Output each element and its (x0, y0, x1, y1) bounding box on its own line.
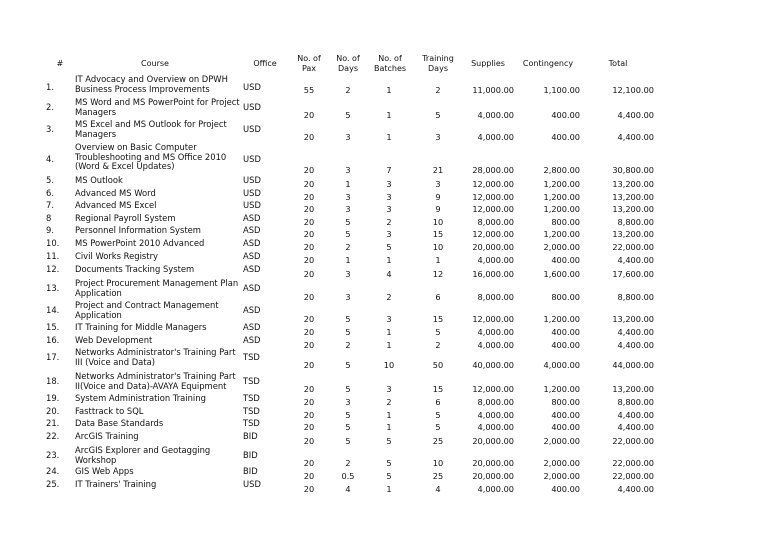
cell-contingency: 1,200.00 (543, 179, 580, 189)
cell-pax: 55 (303, 85, 315, 95)
cell-training-days: 15 (432, 229, 444, 239)
cell-batches: 3 (386, 204, 392, 214)
cell-office: TSD (243, 406, 260, 416)
cell-supplies: 20,000.00 (472, 458, 514, 468)
cell-supplies: 8,000.00 (477, 292, 514, 302)
cell-num: 20. (46, 406, 60, 416)
cell-days: 1 (345, 255, 351, 265)
cell-total: 22,000.00 (612, 242, 654, 252)
cell-contingency: 800.00 (551, 217, 580, 227)
cell-pax: 20 (303, 242, 315, 252)
cell-num: 6. (46, 188, 54, 198)
cell-pax: 20 (303, 384, 315, 394)
cell-office: BID (243, 449, 258, 460)
cell-course: Data Base Standards (75, 418, 164, 428)
header-course: Course (141, 59, 169, 68)
header-contingency: Contingency (522, 59, 574, 68)
cell-course: IT Advocacy and Overview on DPWH Business Process Improvements (75, 74, 228, 94)
cell-days: 5 (345, 229, 351, 239)
cell-days: 5 (345, 314, 351, 324)
cell-total: 17,600.00 (612, 269, 654, 279)
cell-contingency: 400.00 (551, 327, 580, 337)
cell-supplies: 8,000.00 (477, 217, 514, 227)
cell-pax: 20 (303, 436, 315, 446)
cell-course: Advanced MS Excel (75, 200, 157, 210)
cell-training-days: 10 (432, 458, 444, 468)
cell-office: ASD (243, 304, 261, 315)
cell-total: 8,800.00 (617, 217, 654, 227)
cell-training-days: 5 (435, 327, 441, 337)
cell-supplies: 12,000.00 (472, 179, 514, 189)
cell-office: ASD (243, 322, 261, 332)
cell-days: 1 (345, 179, 351, 189)
cell-num: 24. (46, 466, 60, 476)
cell-supplies: 28,000.00 (472, 165, 514, 175)
cell-office: USD (243, 154, 261, 165)
cell-batches: 5 (386, 242, 392, 252)
cell-pax: 20 (303, 229, 315, 239)
cell-batches: 1 (386, 85, 392, 95)
cell-course: System Administration Training (75, 393, 206, 403)
cell-training-days: 9 (435, 192, 441, 202)
cell-contingency: 2,800.00 (543, 165, 580, 175)
cell-total: 4,400.00 (617, 255, 654, 265)
cell-days: 3 (345, 165, 351, 175)
cell-total: 8,800.00 (617, 397, 654, 407)
header-pax: No. of Pax (297, 54, 321, 73)
cell-course: Networks Administrator's Training Part II(Voice and Data)-AVAYA Equipment (75, 371, 236, 391)
cell-training-days: 50 (432, 360, 444, 370)
cell-training-days: 5 (435, 422, 441, 432)
cell-training-days: 12 (432, 269, 444, 279)
cell-batches: 5 (386, 436, 392, 446)
cell-course: ArcGIS Explorer and Geotagging Workshop (75, 445, 211, 465)
cell-supplies: 8,000.00 (477, 397, 514, 407)
cell-course: IT Training for Middle Managers (75, 322, 207, 332)
cell-num: 23. (46, 449, 60, 460)
cell-num: 11. (46, 251, 60, 261)
cell-num: 21. (46, 418, 60, 428)
cell-training-days: 2 (435, 85, 441, 95)
cell-days: 5 (345, 410, 351, 420)
cell-total: 22,000.00 (612, 458, 654, 468)
cell-num: 7. (46, 200, 54, 210)
cell-pax: 20 (303, 360, 315, 370)
cell-office: USD (243, 175, 261, 185)
cell-training-days: 25 (432, 436, 444, 446)
cell-contingency: 1,200.00 (543, 204, 580, 214)
cell-num: 22. (46, 431, 60, 441)
cell-num: 25. (46, 479, 60, 489)
cell-training-days: 4 (435, 484, 441, 494)
cell-total: 13,200.00 (612, 204, 654, 214)
cell-num: 13. (46, 282, 60, 293)
cell-days: 5 (345, 384, 351, 394)
cell-total: 22,000.00 (612, 471, 654, 481)
cell-total: 4,400.00 (617, 132, 654, 142)
cell-contingency: 400.00 (551, 484, 580, 494)
cell-office: TSD (243, 351, 260, 362)
cell-training-days: 2 (435, 340, 441, 350)
cell-total: 13,200.00 (612, 179, 654, 189)
cell-days: 3 (345, 204, 351, 214)
cell-batches: 2 (386, 397, 392, 407)
cell-supplies: 20,000.00 (472, 242, 514, 252)
cell-num: 5. (46, 175, 54, 185)
cell-course: Fasttrack to SQL (75, 406, 144, 416)
cell-days: 2 (345, 340, 351, 350)
cell-training-days: 9 (435, 204, 441, 214)
cell-course: MS Excel and MS Outlook for Project Managers (75, 119, 227, 139)
cell-course: Overview on Basic Computer Troubleshooting and MS Office 2010 (Word & Excel Updates) (75, 142, 227, 172)
cell-batches: 1 (386, 410, 392, 420)
cell-supplies: 4,000.00 (477, 410, 514, 420)
cell-contingency: 400.00 (551, 340, 580, 350)
cell-days: 3 (345, 192, 351, 202)
cell-batches: 5 (386, 471, 392, 481)
cell-office: ASD (243, 282, 261, 293)
cell-pax: 20 (303, 422, 315, 432)
cell-office: ASD (243, 264, 261, 274)
cell-course: Project and Contract Management Application (75, 300, 219, 320)
cell-contingency: 1,600.00 (543, 269, 580, 279)
cell-num: 10. (46, 238, 60, 248)
cell-contingency: 400.00 (551, 132, 580, 142)
cell-pax: 20 (303, 397, 315, 407)
cell-days: 2 (345, 458, 351, 468)
cell-training-days: 6 (435, 397, 441, 407)
cell-total: 30,800.00 (612, 165, 654, 175)
cell-supplies: 12,000.00 (472, 204, 514, 214)
cell-course: MS PowerPoint 2010 Advanced (75, 238, 205, 248)
cell-contingency: 2,000.00 (543, 471, 580, 481)
cell-contingency: 1,100.00 (543, 85, 580, 95)
cell-contingency: 400.00 (551, 110, 580, 120)
cell-contingency: 800.00 (551, 292, 580, 302)
cell-supplies: 4,000.00 (477, 422, 514, 432)
cell-days: 4 (345, 484, 351, 494)
cell-office: ASD (243, 213, 261, 223)
header-training-days: Training Days (422, 54, 454, 73)
cell-contingency: 4,000.00 (543, 360, 580, 370)
cell-training-days: 10 (432, 217, 444, 227)
cell-training-days: 15 (432, 314, 444, 324)
cell-total: 13,200.00 (612, 229, 654, 239)
cell-pax: 20 (303, 484, 315, 494)
cell-training-days: 15 (432, 384, 444, 394)
header-days: No. of Days (336, 54, 360, 73)
cell-course: Project Procurement Management Plan Application (75, 278, 239, 298)
cell-batches: 2 (386, 217, 392, 227)
cell-total: 44,000.00 (612, 360, 654, 370)
cell-total: 22,000.00 (612, 436, 654, 446)
cell-pax: 20 (303, 132, 315, 142)
cell-pax: 20 (303, 192, 315, 202)
cell-num: 12. (46, 264, 60, 274)
cell-batches: 4 (386, 269, 392, 279)
cell-batches: 7 (386, 165, 392, 175)
cell-days: 5 (345, 436, 351, 446)
cell-contingency: 400.00 (551, 422, 580, 432)
cell-supplies: 40,000.00 (472, 360, 514, 370)
cell-days: 5 (345, 360, 351, 370)
cell-num: 3. (46, 123, 54, 134)
cell-total: 13,200.00 (612, 314, 654, 324)
cell-office: TSD (243, 418, 260, 428)
cell-batches: 1 (386, 132, 392, 142)
header-office: Office (253, 59, 277, 68)
cell-office: ASD (243, 251, 261, 261)
cell-office: USD (243, 123, 261, 134)
cell-course: Personnel Information System (75, 225, 201, 235)
cell-num: 18. (46, 375, 60, 386)
cell-supplies: 11,000.00 (472, 85, 514, 95)
cell-total: 4,400.00 (617, 340, 654, 350)
cell-total: 8,800.00 (617, 292, 654, 302)
header-batches: No. of Batches (373, 54, 407, 73)
cell-course: Regional Payroll System (75, 213, 176, 223)
cell-days: 5 (345, 217, 351, 227)
cell-office: USD (243, 479, 261, 489)
cell-days: 5 (345, 327, 351, 337)
cell-days: 2 (345, 242, 351, 252)
cell-office: USD (243, 101, 261, 112)
cell-course: MS Outlook (75, 175, 123, 185)
cell-days: 2 (345, 85, 351, 95)
cell-total: 4,400.00 (617, 410, 654, 420)
cell-contingency: 1,200.00 (543, 314, 580, 324)
cell-pax: 20 (303, 458, 315, 468)
cell-training-days: 1 (435, 255, 441, 265)
cell-pax: 20 (303, 314, 315, 324)
cell-supplies: 20,000.00 (472, 471, 514, 481)
cell-batches: 1 (386, 255, 392, 265)
cell-training-days: 3 (435, 179, 441, 189)
cell-batches: 3 (386, 179, 392, 189)
cell-batches: 10 (383, 360, 395, 370)
cell-pax: 20 (303, 165, 315, 175)
cell-office: ASD (243, 238, 261, 248)
cell-supplies: 12,000.00 (472, 314, 514, 324)
cell-total: 4,400.00 (617, 110, 654, 120)
cell-num: 4. (46, 154, 54, 165)
header-total: Total (608, 59, 628, 68)
cell-training-days: 3 (435, 132, 441, 142)
cell-contingency: 2,000.00 (543, 458, 580, 468)
cell-contingency: 1,200.00 (543, 192, 580, 202)
cell-batches: 1 (386, 484, 392, 494)
cell-num: 17. (46, 351, 60, 362)
cell-batches: 1 (386, 110, 392, 120)
cell-num: 15. (46, 322, 60, 332)
cell-course: Advanced MS Word (75, 188, 156, 198)
cell-supplies: 4,000.00 (477, 255, 514, 265)
cell-supplies: 12,000.00 (472, 384, 514, 394)
cell-pax: 20 (303, 471, 315, 481)
cell-batches: 3 (386, 314, 392, 324)
cell-office: ASD (243, 225, 261, 235)
cell-course: MS Word and MS PowerPoint for Project Managers (75, 97, 240, 117)
cell-course: ArcGIS Training (75, 431, 139, 441)
cell-num: 16. (46, 335, 60, 345)
cell-pax: 20 (303, 269, 315, 279)
cell-pax: 20 (303, 292, 315, 302)
cell-office: TSD (243, 393, 260, 403)
cell-office: USD (243, 81, 261, 92)
cell-contingency: 2,000.00 (543, 436, 580, 446)
cell-batches: 1 (386, 327, 392, 337)
cell-total: 4,400.00 (617, 484, 654, 494)
cell-days: 3 (345, 397, 351, 407)
cell-days: 5 (345, 110, 351, 120)
cell-batches: 5 (386, 458, 392, 468)
header-supplies: Supplies (471, 59, 505, 68)
cell-num: 8 (46, 213, 52, 223)
cell-training-days: 10 (432, 242, 444, 252)
cell-office: BID (243, 466, 258, 476)
cell-days: 3 (345, 132, 351, 142)
cell-training-days: 25 (432, 471, 444, 481)
cell-supplies: 16,000.00 (472, 269, 514, 279)
cell-supplies: 4,000.00 (477, 484, 514, 494)
cell-days: 3 (345, 292, 351, 302)
header-num: # (56, 59, 64, 68)
cell-pax: 20 (303, 204, 315, 214)
cell-batches: 2 (386, 292, 392, 302)
cell-num: 19. (46, 393, 60, 403)
cell-course: Web Development (75, 335, 153, 345)
cell-contingency: 1,200.00 (543, 229, 580, 239)
cell-total: 4,400.00 (617, 327, 654, 337)
cell-pax: 20 (303, 217, 315, 227)
cell-training-days: 21 (432, 165, 444, 175)
cell-supplies: 20,000.00 (472, 436, 514, 446)
cell-batches: 1 (386, 422, 392, 432)
cell-supplies: 12,000.00 (472, 229, 514, 239)
cell-course: Documents Tracking System (75, 264, 195, 274)
cell-office: USD (243, 188, 261, 198)
cell-supplies: 12,000.00 (472, 192, 514, 202)
cell-num: 2. (46, 101, 54, 112)
cell-total: 13,200.00 (612, 192, 654, 202)
cell-pax: 20 (303, 410, 315, 420)
cell-num: 1. (46, 81, 54, 92)
cell-num: 14. (46, 304, 60, 315)
cell-batches: 3 (386, 229, 392, 239)
cell-office: ASD (243, 335, 261, 345)
cell-pax: 20 (303, 110, 315, 120)
cell-pax: 20 (303, 179, 315, 189)
cell-contingency: 400.00 (551, 410, 580, 420)
cell-batches: 3 (386, 192, 392, 202)
cell-supplies: 4,000.00 (477, 132, 514, 142)
cell-total: 13,200.00 (612, 384, 654, 394)
cell-contingency: 800.00 (551, 397, 580, 407)
cell-contingency: 400.00 (551, 255, 580, 265)
cell-training-days: 5 (435, 110, 441, 120)
cell-office: TSD (243, 375, 260, 386)
cell-contingency: 1,200.00 (543, 384, 580, 394)
cell-office: BID (243, 431, 258, 441)
cell-course: Networks Administrator's Training Part III (Voice and Data) (75, 347, 236, 367)
cell-days: 0.5 (341, 471, 355, 481)
cell-num: 9. (46, 225, 54, 235)
cell-training-days: 6 (435, 292, 441, 302)
cell-pax: 20 (303, 340, 315, 350)
cell-pax: 20 (303, 327, 315, 337)
cell-course: GIS Web Apps (75, 466, 134, 476)
cell-total: 12,100.00 (612, 85, 654, 95)
cell-supplies: 4,000.00 (477, 327, 514, 337)
cell-total: 4,400.00 (617, 422, 654, 432)
cell-days: 5 (345, 422, 351, 432)
cell-course: Civil Works Registry (75, 251, 158, 261)
cell-days: 3 (345, 269, 351, 279)
cell-supplies: 4,000.00 (477, 340, 514, 350)
cell-training-days: 5 (435, 410, 441, 420)
cell-supplies: 4,000.00 (477, 110, 514, 120)
cell-contingency: 2,000.00 (543, 242, 580, 252)
cell-batches: 1 (386, 340, 392, 350)
cell-course: IT Trainers' Training (75, 479, 157, 489)
cell-pax: 20 (303, 255, 315, 265)
cell-office: USD (243, 200, 261, 210)
cell-batches: 3 (386, 384, 392, 394)
